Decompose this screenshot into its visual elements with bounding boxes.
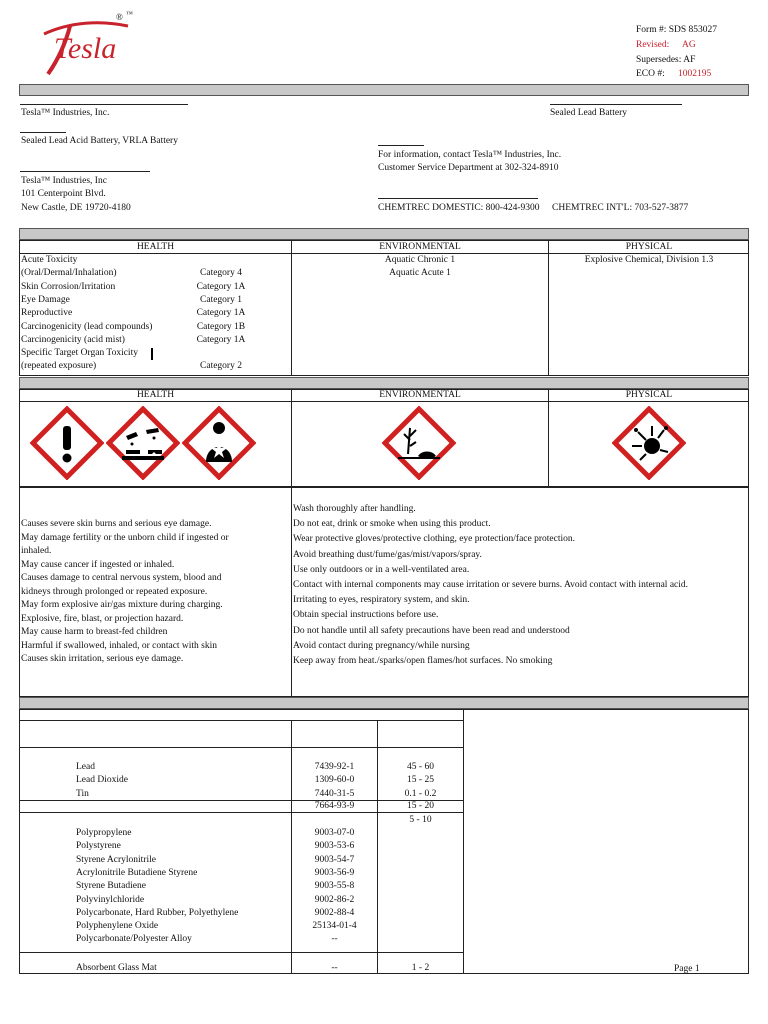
section-band-1	[19, 84, 749, 96]
precautionary-statement: Use only outdoors or in a well-ventilated area.	[293, 564, 470, 575]
component-cas: 9003-55-8	[314, 881, 355, 892]
precautionary-statement: Avoid contact during pregnancy/while nursing	[293, 640, 470, 651]
component-name: Acrylonitrile Butadiene Styrene	[76, 867, 198, 878]
header-rule	[19, 720, 463, 721]
trademark-mark: ™	[126, 10, 133, 18]
hazard-statement: Causes damage to central nervous system, blood and	[21, 573, 222, 583]
component-cas: 9003-53-6	[314, 841, 355, 852]
component-name: Polycarbonate, Hard Rubber, Polyethylene	[76, 907, 239, 918]
form-number: Form #: SDS 853027	[636, 25, 718, 35]
tesla-logo	[30, 12, 140, 82]
component-cas: 7440-31-5	[314, 788, 355, 799]
component-name: Styrene Butadiene	[76, 881, 146, 892]
product-description: Sealed Lead Acid Battery, VRLA Battery	[21, 136, 178, 146]
eco-label: ECO #:	[636, 69, 665, 79]
precautionary-statement: Wear protective gloves/protective clothing, eye protection/face protection.	[293, 534, 576, 545]
precautionary-statement: Contact with internal components may cause irritation or severe burns. Avoid contact with internal acid.	[293, 580, 689, 590]
precautionary-statement: Avoid breathing dust/fume/gas/mist/vapors/spray.	[293, 549, 482, 560]
precautionary-statement: Do not eat, drink or smoke when using this product.	[293, 519, 491, 530]
precautionary-statement: Wash thoroughly after handling.	[293, 504, 416, 514]
text-cursor	[151, 348, 153, 360]
hazard-statement: May cause cancer if ingested or inhaled.	[21, 559, 175, 570]
component-cas: 1309-60-0	[314, 775, 355, 786]
precautionary-statement: Keep away from heat./sparks/open flames/hot surfaces. No smoking	[293, 656, 553, 666]
health-class-name: Carcinogenicity (lead compounds)	[21, 321, 153, 332]
health-class-name: Eye Damage	[21, 294, 70, 305]
exploding-bomb-icon	[612, 406, 686, 480]
component-name: Polycarbonate/Polyester Alloy	[76, 934, 192, 945]
rule	[20, 132, 66, 133]
section-band-4	[19, 697, 749, 709]
info-line-2: Customer Service Department at 302-324-8910	[378, 163, 559, 173]
classification-header-environmental: ENVIRONMENTAL	[379, 242, 461, 252]
revised-label: Revised:	[636, 40, 670, 50]
component-name: Polyvinylchloride	[76, 894, 145, 905]
supersedes: Supersedes: AF	[636, 55, 696, 65]
logo-text: Tesla	[54, 32, 117, 65]
hazard-statement: kidneys through prolonged or repeated exposure.	[21, 586, 208, 597]
health-class-name: (repeated exposure)	[21, 361, 97, 372]
component-name: Polyphenylene Oxide	[76, 921, 159, 932]
component-percent: 5 - 10	[409, 815, 432, 825]
revised-value: AG	[682, 40, 696, 50]
hazard-statement: Harmful if swallowed, inhaled, or contact with skin	[21, 640, 218, 651]
rule	[550, 104, 682, 105]
col-divider	[377, 720, 378, 974]
health-class-category: Category 1	[200, 294, 242, 305]
chemtrec-domestic: CHEMTREC DOMESTIC: 800-424-9300	[378, 203, 540, 213]
row-rule	[19, 747, 463, 748]
health-class-name: Carcinogenicity (acid mist)	[21, 334, 125, 345]
precautionary-statement: Do not handle until all safety precautions have been read and understood	[293, 625, 570, 636]
component-cas: 9003-56-9	[314, 867, 355, 878]
company-name: Tesla™ Industries, Inc.	[21, 108, 110, 118]
col-divider	[291, 487, 292, 697]
component-cas: --	[331, 934, 338, 945]
component-name: Absorbent Glass Mat	[76, 963, 157, 973]
eco-value: 1002195	[678, 69, 712, 79]
component-name: Lead	[76, 762, 95, 772]
page-number: Page 1	[674, 964, 700, 974]
health-class-category: Category 1A	[196, 334, 246, 345]
component-cas: --	[331, 963, 338, 973]
health-class-category: Category 4	[200, 268, 242, 279]
hazard-statement: May damage fertility or the unborn child if ingested or	[21, 532, 229, 543]
component-name: Tin	[76, 788, 89, 799]
col-divider	[548, 389, 549, 487]
info-line-1: For information, contact Tesla™ Industries, Inc.	[378, 150, 562, 160]
component-cas: 25134-01-4	[312, 921, 357, 932]
corrosion-icon	[106, 406, 180, 480]
health-class-name: Skin Corrosion/Irritation	[21, 281, 116, 292]
row-rule	[19, 952, 463, 953]
component-name: Polypropylene	[76, 828, 132, 838]
hazard-statement: Causes skin irritation, serious eye damage.	[21, 654, 184, 664]
health-class-category: Category 1B	[196, 321, 246, 332]
health-class-name: Reproductive	[21, 308, 73, 319]
health-hazard-icon	[182, 406, 256, 480]
component-cas: 7439-92-1	[314, 762, 355, 772]
hazard-statement: Explosive, fire, blast, or projection hazard.	[21, 613, 184, 624]
health-class-category: Category 1A	[196, 281, 246, 292]
environmental-class-item: Aquatic Acute 1	[389, 268, 451, 279]
rule	[378, 198, 538, 199]
environment-icon	[382, 406, 456, 480]
health-class-name: Specific Target Organ Toxicity	[21, 348, 138, 359]
row-rule	[19, 812, 463, 813]
precautionary-statement: Irritating to eyes, respiratory system, and skin.	[293, 595, 470, 606]
component-percent: 0.1 - 0.2	[404, 788, 437, 799]
registered-mark: ®	[116, 12, 123, 22]
product-name: Sealed Lead Battery	[550, 108, 628, 118]
rule	[378, 145, 424, 146]
component-cas: 9002-88-4	[314, 907, 355, 918]
col-divider	[463, 709, 464, 974]
component-cas: 9002-86-2	[314, 894, 355, 905]
header-rule	[19, 401, 749, 402]
section-band-2	[19, 228, 749, 240]
component-cas: 7664-93-9	[314, 801, 355, 811]
exclamation-icon	[30, 406, 104, 480]
address-line-2: 101 Centerpoint Blvd.	[21, 189, 106, 199]
rule	[20, 104, 188, 105]
health-class-name: (Oral/Dermal/Inhalation)	[21, 268, 117, 279]
component-percent: 45 - 60	[407, 762, 434, 772]
rule	[20, 171, 150, 172]
component-percent: 15 - 20	[407, 801, 434, 811]
hazard-statement: inhaled.	[21, 546, 52, 556]
component-name: Polystyrene	[76, 841, 121, 852]
health-class-category: Category 1A	[196, 308, 246, 319]
address-line-3: New Castle, DE 19720-4180	[21, 203, 131, 213]
component-cas: 9003-54-7	[314, 854, 355, 865]
classification-header-health: HEALTH	[136, 242, 175, 252]
component-percent: 15 - 25	[407, 775, 434, 786]
pictogram-header-physical: PHYSICAL	[625, 390, 673, 400]
precautionary-statement: Obtain special instructions before use.	[293, 610, 439, 621]
health-class-name: Acute Toxicity	[21, 255, 78, 265]
pictogram-header-health: HEALTH	[136, 390, 175, 400]
health-class-category: Category 2	[200, 361, 242, 372]
component-name: Lead Dioxide	[76, 775, 128, 786]
component-percent: 1 - 2	[411, 963, 430, 973]
pictogram-header-environmental: ENVIRONMENTAL	[379, 390, 461, 400]
component-cas: 9003-07-0	[314, 828, 355, 838]
component-name: Styrene Acrylonitrile	[76, 854, 156, 865]
physical-class-item: Explosive Chemical, Division 1.3	[584, 255, 714, 265]
classification-header-physical: PHYSICAL	[625, 242, 673, 252]
address-line-1: Tesla™ Industries, Inc	[21, 176, 107, 186]
environmental-class-item: Aquatic Chronic 1	[384, 255, 456, 265]
section-band-3	[19, 377, 749, 389]
col-divider	[291, 389, 292, 487]
hazard-statement: Causes severe skin burns and serious eye damage.	[21, 519, 212, 529]
chemtrec-international: CHEMTREC INT'L: 703-527-3877	[552, 203, 689, 213]
hazard-statement: May form explosive air/gas mixture during charging.	[21, 600, 223, 610]
hazard-statement: May cause harm to breast-fed children	[21, 627, 168, 637]
